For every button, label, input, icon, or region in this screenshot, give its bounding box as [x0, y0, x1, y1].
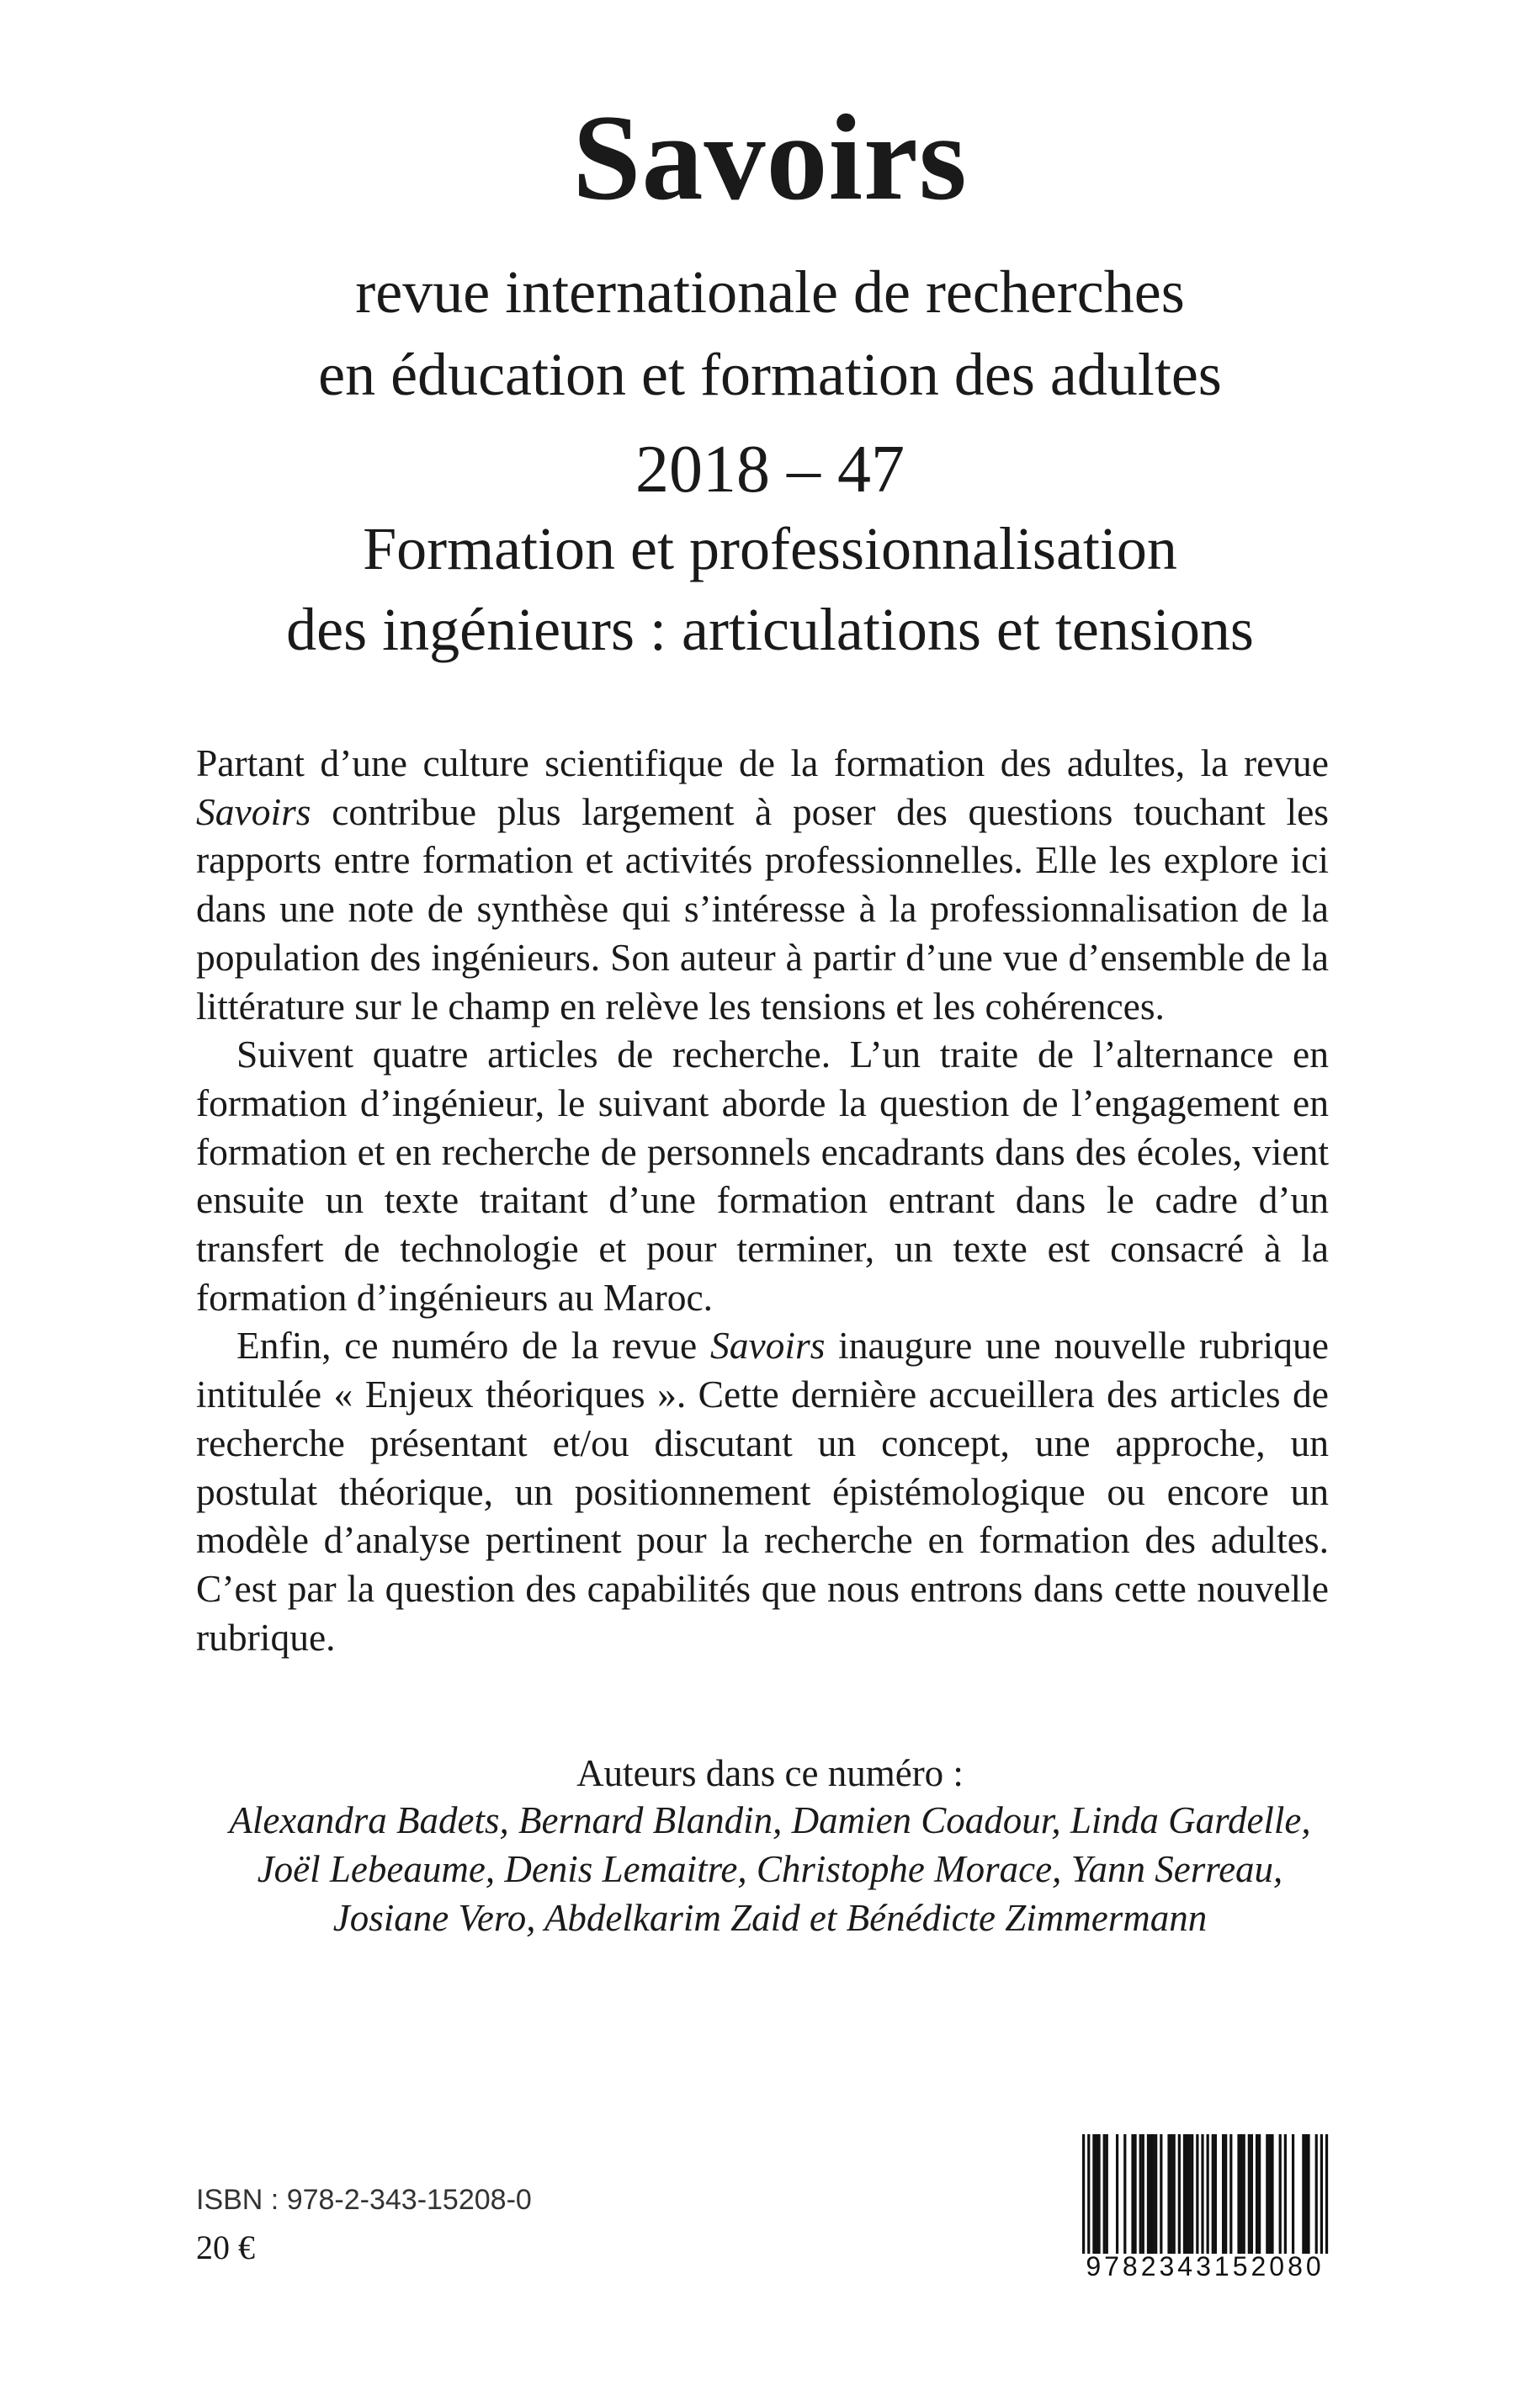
- barcode-bar: [1214, 2134, 1217, 2254]
- barcode-bar: [1103, 2134, 1106, 2254]
- barcode-bar: [1325, 2134, 1328, 2254]
- barcode-bar: [1186, 2134, 1188, 2254]
- authors-line: Josiane Vero, Abdelkarim Zaid et Bénédicte Zimmermann: [332, 1897, 1208, 1939]
- back-cover-text: [196, 739, 1329, 1661]
- barcode-bar: [1171, 2134, 1173, 2254]
- barcode-bar: [1191, 2134, 1193, 2254]
- barcode-bar: [1139, 2134, 1142, 2254]
- barcode-bar: [1271, 2134, 1273, 2254]
- barcode-bar: [1123, 2134, 1126, 2254]
- price: 20 €: [196, 2228, 255, 2266]
- authors-line: Alexandra Badets, Bernard Blandin, Damien Coadour, Linda Gardelle,: [229, 1799, 1311, 1841]
- barcode-bar: [1160, 2134, 1162, 2254]
- paragraph-text: contribue plus largement à poser des questions touchant les rapports entre formation et activités professionnelles. Elle les explore ici dans une note de synthèse qui s’intéresse à la professionnalisation de la population des ingénieurs. Son auteur à partir d’une vue d’ensemble de la littérature sur le champ en relève les tensions et les cohérences.: [196, 789, 1329, 1028]
- authors-heading: Auteurs dans ce numéro :: [576, 1752, 964, 1794]
- barcode-bar: [1147, 2134, 1150, 2254]
- barcode-bar: [1266, 2134, 1268, 2254]
- barcode-bar: [1167, 2134, 1170, 2254]
- barcode-bar: [1150, 2134, 1152, 2254]
- barcode-bar: [1183, 2134, 1186, 2254]
- paragraph: [196, 739, 1329, 1030]
- barcode-bar: [1082, 2134, 1085, 2254]
- subtitle-line: en éducation et formation des adultes: [318, 341, 1222, 408]
- barcode-bar: [1097, 2134, 1100, 2254]
- barcode-bar: [1131, 2134, 1134, 2254]
- journal-name-italic: Savoirs: [196, 789, 311, 833]
- paragraph: [196, 1321, 1329, 1661]
- barcode-bar: [1134, 2134, 1136, 2254]
- issue-theme: [0, 508, 1540, 670]
- barcode-bar: [1229, 2134, 1232, 2254]
- barcode-bar: [1268, 2134, 1271, 2254]
- barcode-bar: [1087, 2134, 1090, 2254]
- barcode-bar: [1284, 2134, 1287, 2254]
- subtitle-line: revue internationale de recherches: [355, 258, 1185, 326]
- barcode-bar: [1092, 2134, 1095, 2254]
- barcode-bar: [1240, 2134, 1242, 2254]
- barcode-bar: [1178, 2134, 1181, 2254]
- barcode-digits: 9782343152080: [1086, 2251, 1325, 2281]
- barcode-bar: [1320, 2134, 1323, 2254]
- paragraph-text: Partant d’une culture scientifique de la formation des adultes, la revue: [196, 741, 1329, 784]
- journal-name-italic: Savoirs: [709, 1324, 826, 1368]
- barcode-bar: [1142, 2134, 1144, 2254]
- theme-line: des ingénieurs : articulations et tensions: [286, 596, 1254, 663]
- barcode-bar: [1201, 2134, 1203, 2254]
- barcode-bar: [1248, 2134, 1251, 2254]
- barcode-bar: [1258, 2134, 1261, 2254]
- barcode-bar: [1212, 2134, 1214, 2254]
- barcode-bar: [1188, 2134, 1191, 2254]
- barcode-bars: [1067, 2134, 1343, 2254]
- barcode-bar: [1237, 2134, 1240, 2254]
- isbn: ISBN : 978-2-343-15208-0: [196, 2184, 532, 2216]
- paragraph-text: Enfin, ce numéro de la revue: [236, 1324, 710, 1368]
- barcode-bar: [1307, 2134, 1309, 2254]
- barcode-bar: [1315, 2134, 1318, 2254]
- barcode-bar: [1256, 2134, 1258, 2254]
- barcode: [1067, 2134, 1343, 2281]
- barcode-bar: [1116, 2134, 1118, 2254]
- barcode-bar: [1224, 2134, 1227, 2254]
- barcode-bar: [1173, 2134, 1176, 2254]
- barcode-bar: [1292, 2134, 1294, 2254]
- barcode-bar: [1207, 2134, 1209, 2254]
- barcode-bar: [1243, 2134, 1245, 2254]
- barcode-bar: [1251, 2134, 1253, 2254]
- barcode-bar: [1279, 2134, 1282, 2254]
- barcode-bar: [1304, 2134, 1307, 2254]
- barcode-bar: [1196, 2134, 1198, 2254]
- issue-number: 2018 – 47: [635, 433, 905, 507]
- barcode-bar: [1095, 2134, 1097, 2254]
- theme-line: Formation et professionnalisation: [363, 515, 1177, 582]
- authors-line: Joël Lebeaume, Denis Lemaitre, Christophe Morace, Yann Serreau,: [257, 1848, 1283, 1890]
- barcode-bar: [1302, 2134, 1304, 2254]
- paragraph: Suivent quatre articles de recherche. L’un traite de l’alternance en formation d’ingénieur, le suivant aborde la question de l’engagement en formation et en recherche de personnels encadrants dans des écoles, vient ensuite un texte traitant d’une formation entrant dans le cadre d’un transfert de technologie et pour terminer, un texte est consacré à la formation d’ingénieurs au Maroc.: [196, 1033, 1329, 1319]
- barcode-bar: [1106, 2134, 1108, 2254]
- paragraph-text: inaugure une nouvelle rubrique intitulée « Enjeux théoriques ». Cette dernière accueillera des articles de recherche présentant et/ou discutant un concept, une approche, un postulat théorique, un positionnement épistémologique ou encore un modèle d’analyse pertinent pour la recherche en formation des adultes. C’est par la question des capabilités que nous entrons dans cette nouvelle rubrique.: [196, 1324, 1329, 1659]
- journal-subtitle: [0, 251, 1540, 416]
- journal-title: Savoirs: [572, 89, 968, 226]
- barcode-bar: [1155, 2134, 1157, 2254]
- authors-list: [0, 1796, 1540, 1942]
- barcode-bar: [1152, 2134, 1155, 2254]
- barcode-bar: [1222, 2134, 1224, 2254]
